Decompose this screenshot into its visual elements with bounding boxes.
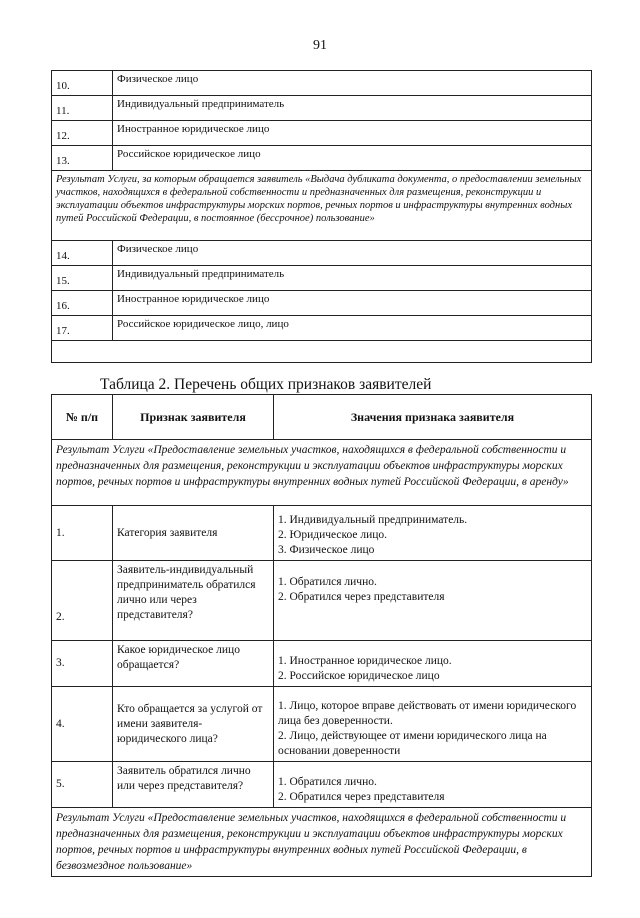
table-row <box>52 316 592 341</box>
attribute-values <box>274 641 592 687</box>
page-number: 91 <box>313 38 327 53</box>
value-item: 2. Обратился через представителя <box>278 591 445 603</box>
row-value: Иностранное юридическое лицо <box>113 121 592 146</box>
empty-cell <box>52 341 592 363</box>
row-number: 15. <box>52 266 113 291</box>
common-attributes-table <box>51 394 592 877</box>
row-number: 1. <box>52 506 113 561</box>
header-values: Значения признака заявителя <box>274 395 592 440</box>
table-title: Таблица 2. Перечень общих признаков заявителей <box>100 376 432 393</box>
value-item: 1. Обратился лично. <box>278 776 377 788</box>
row-number: 2. <box>52 561 113 641</box>
row-number: 11. <box>52 96 113 121</box>
value-item: 2. Лицо, действующее от имени юридического лица на основании доверенности <box>278 730 547 757</box>
table-row <box>52 561 592 641</box>
row-number: 10. <box>52 71 113 96</box>
value-item: 2. Обратился через представителя <box>278 791 445 803</box>
row-number: 5. <box>52 762 113 808</box>
attribute-name: Какое юридическое лицо обращается? <box>113 641 274 687</box>
header-row <box>52 395 592 440</box>
row-value: Физическое лицо <box>113 241 592 266</box>
table-row <box>52 146 592 171</box>
attribute-values <box>274 762 592 808</box>
row-number: 13. <box>52 146 113 171</box>
attribute-name: Заявитель-индивидуальный предприниматель обратился лично или через представителя? <box>113 561 274 641</box>
row-value: Иностранное юридическое лицо <box>113 291 592 316</box>
value-item: 1. Лицо, которое вправе действовать от имени юридического лица без доверенности. <box>278 700 577 727</box>
table-row <box>52 762 592 808</box>
row-value: Индивидуальный предприниматель <box>113 96 592 121</box>
table-row <box>52 641 592 687</box>
table-row <box>52 266 592 291</box>
table-row <box>52 291 592 316</box>
section-heading: Результат Услуги «Предоставление земельных участков, находящихся в федеральной собственности и предназначенных для размещения, реконструкции и эксплуатации объектов инфраструктуры морских портов, речных портов и инфраструктуры внутренних водных путей Российской Федерации, в безвозмездное пользование» <box>52 808 592 877</box>
attribute-name: Кто обращается за услугой от имени заявителя-юридического лица? <box>113 687 274 762</box>
row-value: Физическое лицо <box>113 71 592 96</box>
attribute-values <box>274 687 592 762</box>
attribute-name: Заявитель обратился лично или через представителя? <box>113 762 274 808</box>
table-row <box>52 506 592 561</box>
row-number: 3. <box>52 641 113 687</box>
row-number: 17. <box>52 316 113 341</box>
table-row <box>52 121 592 146</box>
row-number: 4. <box>52 687 113 762</box>
section-row <box>52 440 592 506</box>
row-number: 16. <box>52 291 113 316</box>
header-num: № п/п <box>52 395 113 440</box>
section-row <box>52 808 592 877</box>
section-heading: Результат Услуги «Предоставление земельных участков, находящихся в федеральной собственности и предназначенных для размещения, реконструкции и эксплуатации объектов инфраструктуры морских портов, речных портов и инфраструктуры внутренних водных путей Российской Федерации, в аренду» <box>52 440 592 506</box>
attribute-values <box>274 506 592 561</box>
row-value: Индивидуальный предприниматель <box>113 266 592 291</box>
value-item: 1. Иностранное юридическое лицо. <box>278 655 452 667</box>
value-item: 1. Обратился лично. <box>278 576 377 588</box>
value-item: 2. Российское юридическое лицо <box>278 670 440 682</box>
attribute-values <box>274 561 592 641</box>
empty-row <box>52 341 592 363</box>
applicant-variants-table <box>51 70 592 363</box>
header-sign: Признак заявителя <box>113 395 274 440</box>
attribute-name: Категория заявителя <box>113 506 274 561</box>
table-row <box>52 687 592 762</box>
row-number: 14. <box>52 241 113 266</box>
table-row <box>52 71 592 96</box>
value-item: 3. Физическое лицо <box>278 544 375 556</box>
table-row <box>52 96 592 121</box>
value-item: 2. Юридическое лицо. <box>278 529 388 541</box>
value-item: 1. Индивидуальный предприниматель. <box>278 514 468 526</box>
row-value: Российское юридическое лицо, лицо <box>113 316 592 341</box>
table-row <box>52 241 592 266</box>
row-number: 12. <box>52 121 113 146</box>
section-row <box>52 171 592 241</box>
row-value: Российское юридическое лицо <box>113 146 592 171</box>
section-heading: Результат Услуги, за которым обращается заявитель «Выдача дубликата документа, о предоставлении земельных участков, находящихся в федеральной собственности и предназначенных для размещения, реконструкции и эксплуатации объектов инфраструктуры морских портов, речных портов и инфраструктуры внутренних водных путей Российской Федерации, в постоянное (бессрочное) пользование» <box>52 171 592 241</box>
